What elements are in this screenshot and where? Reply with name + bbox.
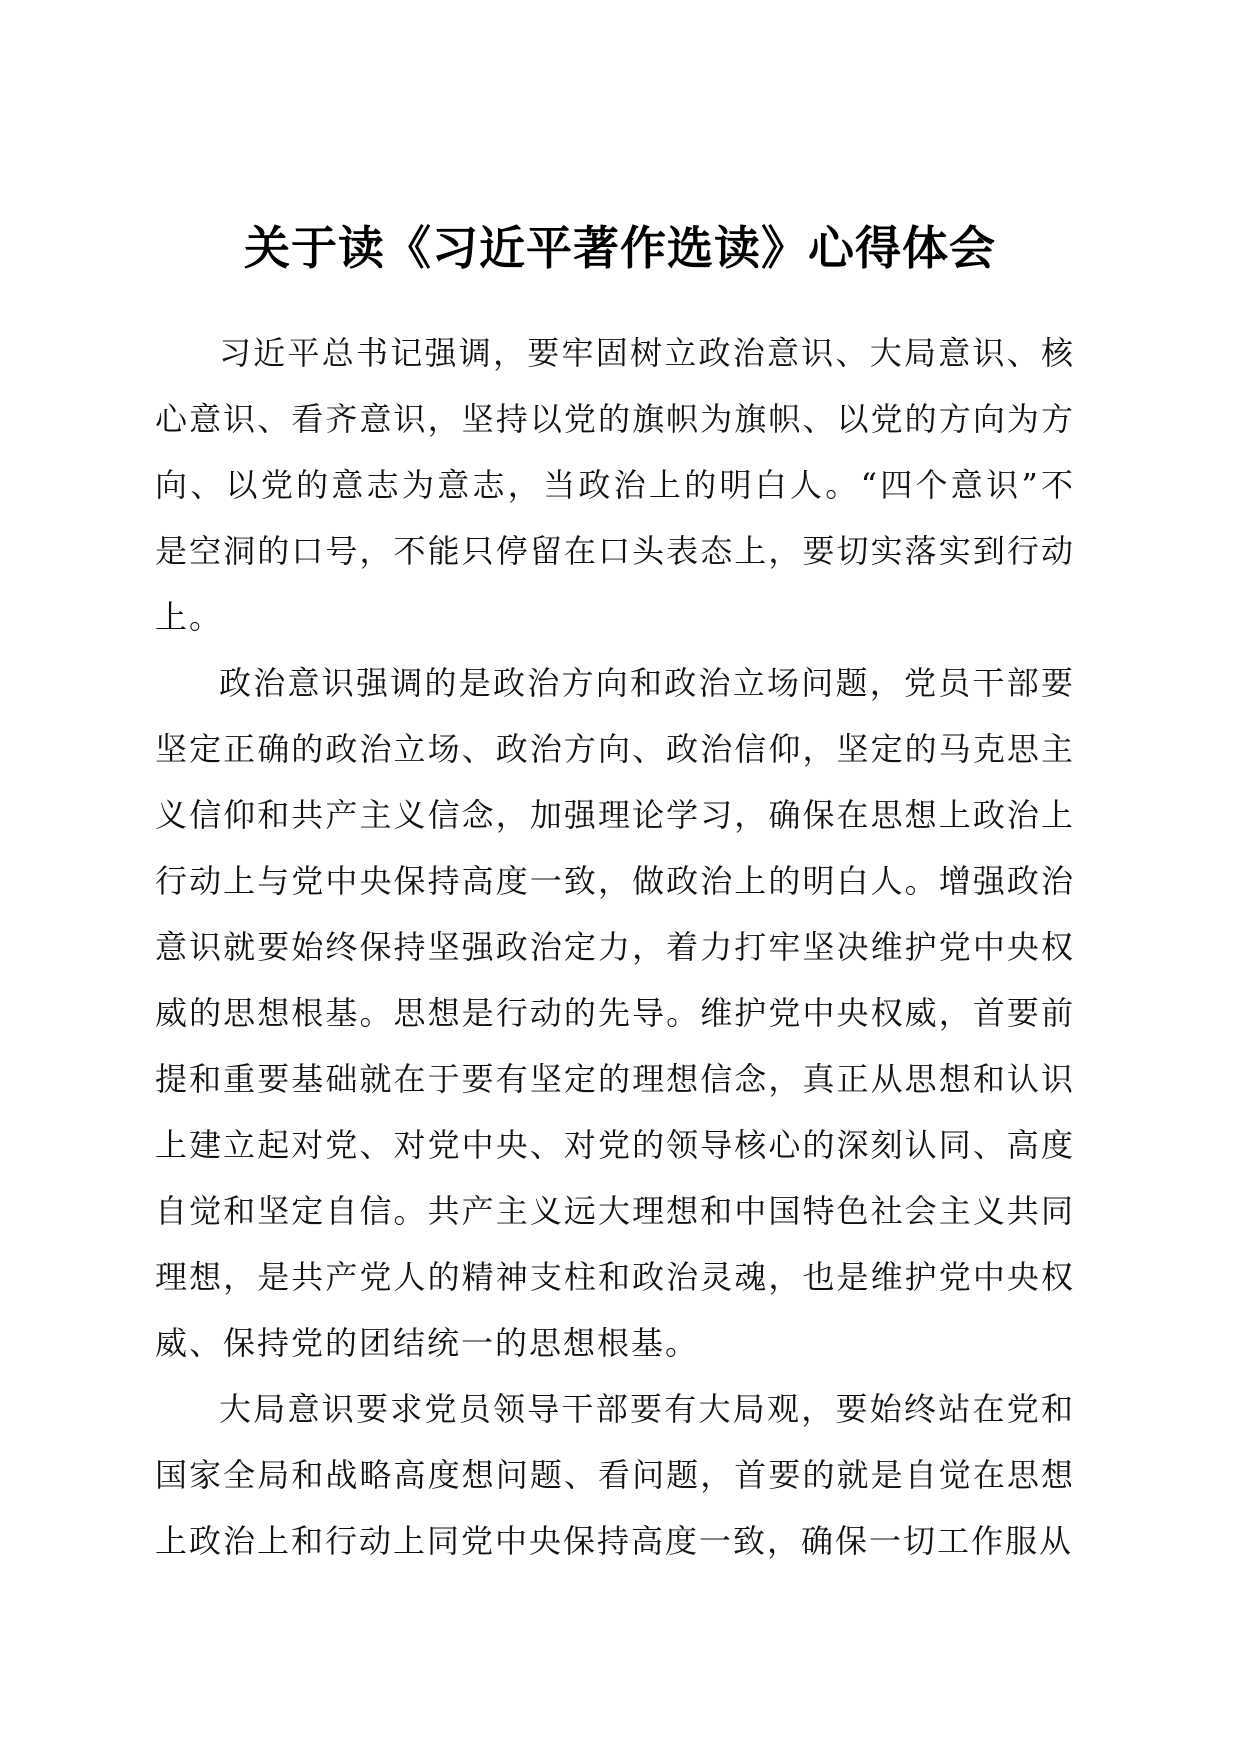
document-body: [155, 320, 1075, 1574]
paragraph-3: 大局意识要求党员领导干部要有大局观，要始终站在党和国家全局和战略高度想问题、看问题，首要的就是自觉在思想上政治上和行动上同党中央保持高度一致，确保一切工作服从: [155, 1390, 1075, 1560]
document-title: 关于读《习近平著作选读》心得体会: [244, 221, 996, 275]
paragraph-2: 政治意识强调的是政治方向和政治立场问题，党员干部要坚定正确的政治立场、政治方向、政治信仰，坚定的马克思主义信仰和共产主义信念，加强理论学习，确保在思想上政治上行动上与党中央保持高度一致，做政治上的明白人。增强政治意识就要始终保持坚强政治定力，着力打牢坚决维护党中央权威的思想根基。思想是行动的先导。维护党中央权威，首要前提和重要基础就在于要有坚定的理想信念，真正从思想和认识上建立起对党、对党中央、对党的领导核心的深刻认同、高度自觉和坚定自信。共产主义远大理想和中国特色社会主义共同理想，是共产党人的精神支柱和政治灵魂，也是维护党中央权威、保持党的团结统一的思想根基。: [155, 664, 1075, 1362]
paragraph-1: 习近平总书记强调，要牢固树立政治意识、大局意识、核心意识、看齐意识，坚持以党的旗帜为旗帜、以党的方向为方向、以党的意志为意志，当政治上的明白人。“四个意识”不是空洞的口号，不能只停留在口头表态上，要切实落实到行动上。: [155, 334, 1075, 636]
